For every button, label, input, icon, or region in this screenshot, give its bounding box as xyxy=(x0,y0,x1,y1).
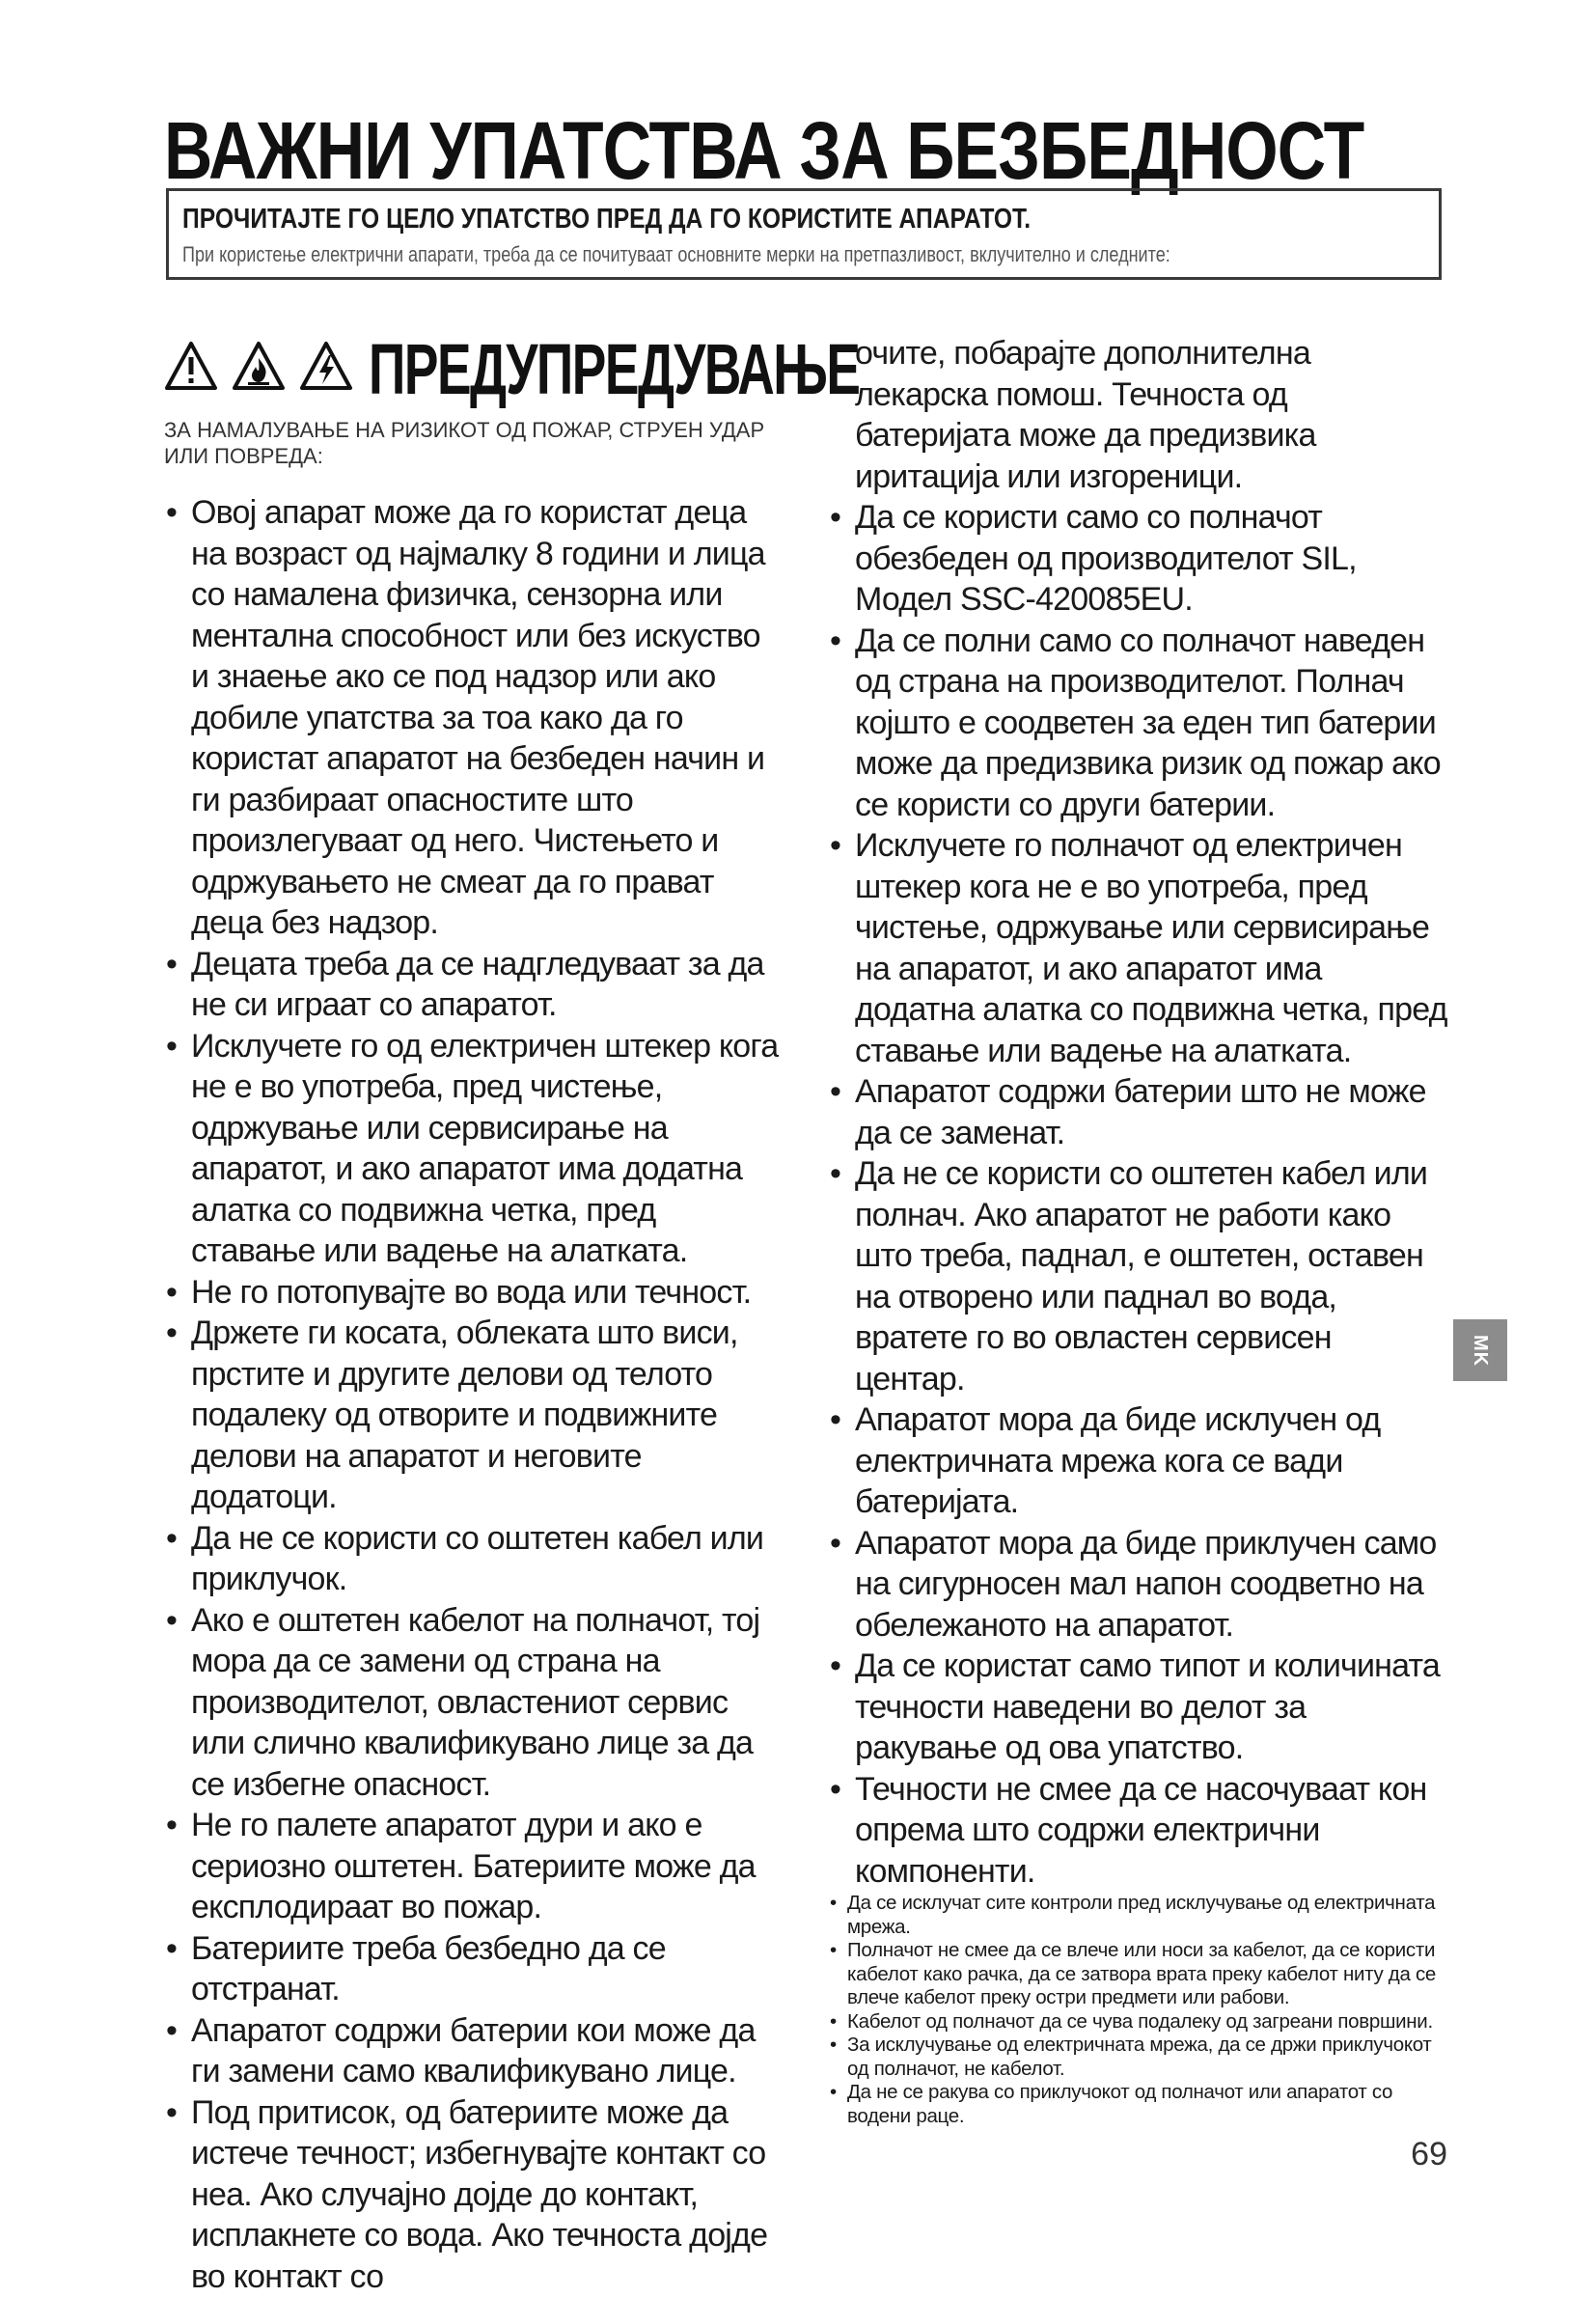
list-item: • Течности не смее да се насочуваат кон опрема што содржи електрични компоненти. xyxy=(830,1769,1447,1893)
right-column-list xyxy=(830,333,1447,2128)
electric-shock-icon xyxy=(299,341,353,391)
intro-box xyxy=(166,188,1442,280)
page-number: 69 xyxy=(1390,2135,1447,2173)
list-item: • Да не се користи со оштетен кабел или полнач. Ако апаратот не работи како што треба, паднал, е оштетен, оставен на отворено или паднал во вода, вратете го во овластен сервисен центар. xyxy=(830,1153,1447,1399)
language-tab-label: MK xyxy=(1469,1334,1491,1366)
list-item: • Да се користат само типот и количината течности наведени во делот за ракување од ова упатство. xyxy=(830,1646,1447,1769)
list-item-small: • За исклучување од електричната мрежа, да се држи приклучокот од полначот, не кабелот. xyxy=(830,2034,1447,2081)
warning-exclamation-icon xyxy=(164,341,218,391)
list-item: • Исклучете го од електричен штекер кога не е во употреба, пред чистење, одржување или сервисирање на апаратот, и ако апаратот има додатна алатка со подвижна четка, пред ставање или вадење на алатката. xyxy=(166,1026,784,1272)
page-title: ВАЖНИ УПАТСТВА ЗА БЕЗБЕДНОСТ xyxy=(164,104,1237,197)
list-item: • Апаратот содржи батерии кои може да ги замени само квалификувано лице. xyxy=(166,2010,784,2092)
list-item: • Апаратот мора да биде исклучен од електричната мрежа кога се вади батеријата. xyxy=(830,1399,1447,1523)
fire-hazard-icon xyxy=(232,341,286,391)
list-item: • Батериите треба безбедно да се отстранат. xyxy=(166,1928,784,2010)
list-item: • Да се полни само со полначот наведен од страна на производителот. Полнач којшто е соодветен за еден тип батерии може да предизвика ризик од пожар ако се користи со други батерии. xyxy=(830,621,1447,826)
list-item: • Да се користи само со полначот обезбеден од производителот SIL, Модел SSC-420085EU. xyxy=(830,497,1447,621)
list-item: • Под притисок, од батериите може да истече течност; избегнувајте контакт со неа. Ако случајно дојде до контакт, исплакнете со вода. Ако течноста дојде во контакт со xyxy=(166,2092,784,2297)
list-item: • Децата треба да се надгледуваат за да не си играат со апаратот. xyxy=(166,944,784,1026)
warning-title: ПРЕДУПРЕДУВАЊЕ xyxy=(369,331,860,408)
list-item: • Не го палете апаратот дури и ако е сериозно оштетен. Батериите може да експлодираат во пожар. xyxy=(166,1805,784,1928)
list-item: • Да не се користи со оштетен кабел или приклучок. xyxy=(166,1518,784,1600)
list-item: • Апаратот содржи батерии што не може да се заменат. xyxy=(830,1071,1447,1153)
warning-subtitle: ЗА НАМАЛУВАЊЕ НА РИЗИКОТ ОД ПОЖАР, СТРУЕН УДАР ИЛИ ПОВРЕДА: xyxy=(164,417,782,469)
list-item-small: • Да не се ракува со приклучокот од полначот или апаратот со водени раце. xyxy=(830,2081,1447,2128)
list-item-small: • Кабелот од полначот да се чува подалеку од загреани површини. xyxy=(830,2010,1447,2034)
warning-header xyxy=(164,333,791,410)
intro-heading: ПРОЧИТАЈТЕ ГО ЦЕЛО УПАТСТВО ПРЕД ДА ГО КОРИСТИТЕ АПАРАТОТ. xyxy=(182,203,1031,235)
language-tab xyxy=(1453,1319,1507,1381)
list-item-small: • Полначот не смее да се влече или носи за кабелот, да се користи кабелот како рачка, да се затвора врата преку кабелот ниту да се влече кабелот преку остри предмети или рабови. xyxy=(830,1939,1447,2010)
list-item-continuation: очите, побарајте дополнителна лекарска помош. Течноста од батеријата може да предизвика иритација или изгореници. xyxy=(830,333,1447,497)
left-column-list xyxy=(166,492,784,2297)
list-item: • Овој апарат може да го користат деца на возраст од најмалку 8 години и лица со намалена физичка, сензорна или ментална способност или без искуство и знаење ако се под надзор или ако добиле упатства за тоа како да го користат апаратот на безбеден начин и ги разбираат опасностите што произлегуваат од него. Чистењето и одржувањето не смеат да го прават деца без надзор. xyxy=(166,492,784,944)
list-item: • Ако е оштетен кабелот на полначот, тој мора да се замени од страна на производителот, овластениот сервис или слично квалификувано лице за да се избегне опасност. xyxy=(166,1600,784,1806)
list-item: • Апаратот мора да биде приклучен само на сигурносен мал напон соодветно на обележаното на апаратот. xyxy=(830,1523,1447,1647)
list-item: • Држете ги косата, облеката што виси, прстите и другите делови од телото подалеку од отворите и подвижните делови на апаратот и неговите додатоци. xyxy=(166,1313,784,1518)
list-item: • Не го потопувајте во вода или течност. xyxy=(166,1272,784,1314)
intro-text: При користење електрични апарати, треба да се почитуваат основните мерки на претпазливост, вклучително и следните: xyxy=(182,241,1170,268)
list-item: • Исклучете го полначот од електричен штекер кога не е во употреба, пред чистење, одржување или сервисирање на апаратот, и ако апаратот има додатна алатка со подвижна четка, пред ставање или вадење на алатката. xyxy=(830,825,1447,1071)
list-item-small: • Да се исклучат сите контроли пред исклучување од електричната мрежа. xyxy=(830,1892,1447,1939)
